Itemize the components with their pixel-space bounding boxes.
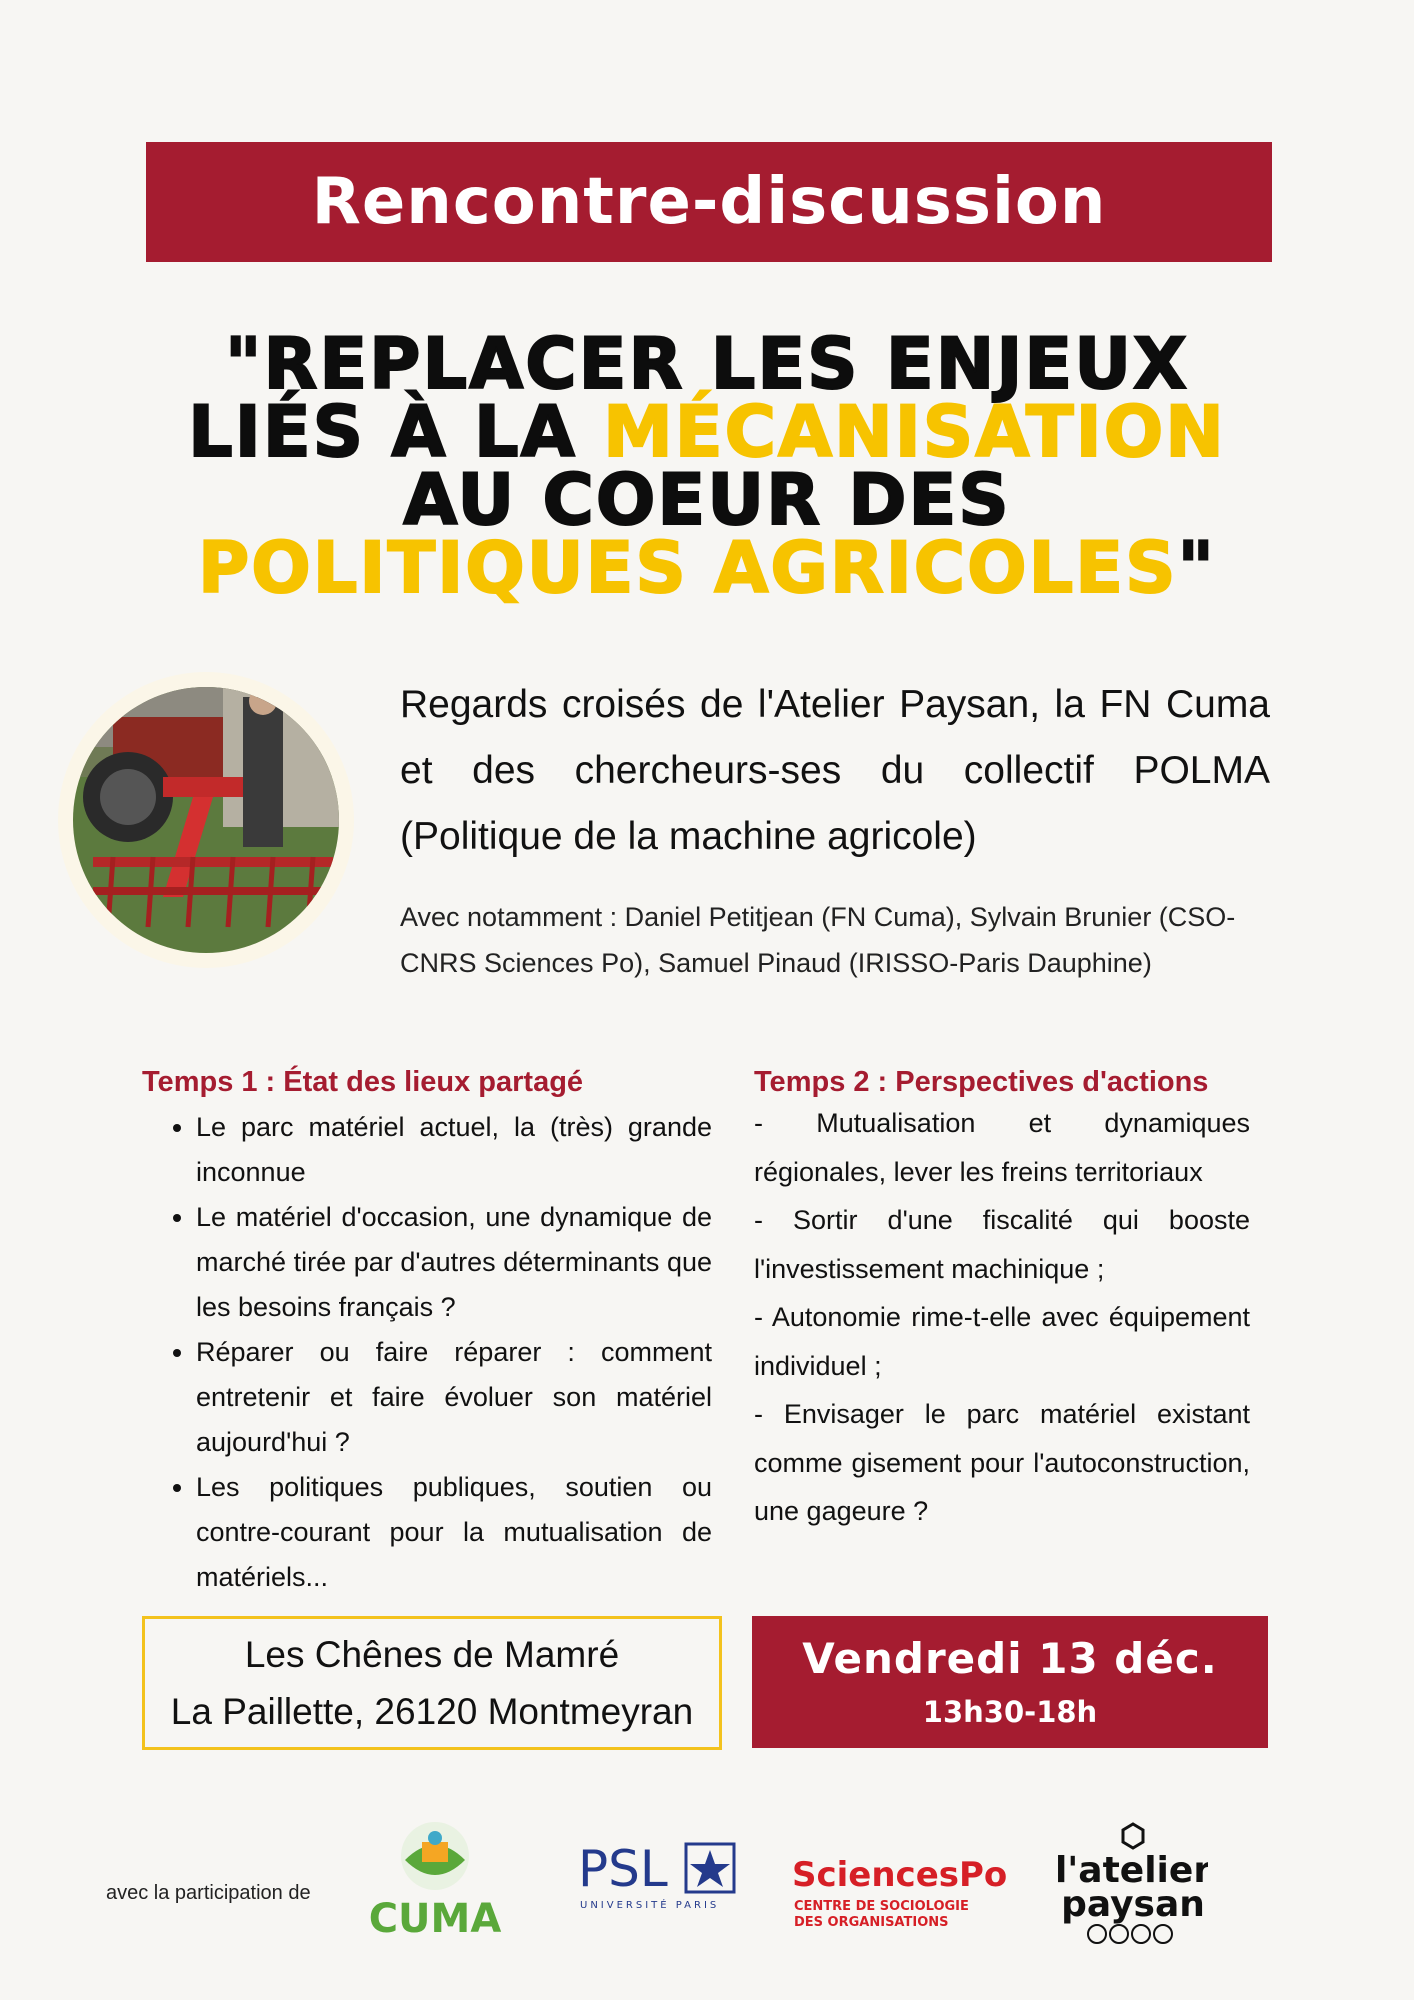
event-hours: 13h30-18h [922, 1695, 1098, 1729]
date-box [752, 1616, 1268, 1748]
sciences-po-logo-text: SciencesPo [792, 1855, 1008, 1895]
intro-text: Regards croisés de l'Atelier Paysan, la FN Cuma et des chercheurs-ses du collectif POLMA (Politique de la machine agricole) [400, 683, 1270, 858]
event-type-banner [146, 142, 1272, 262]
psl-logo [578, 1838, 738, 1914]
tractor-photo-image [73, 687, 339, 953]
headline [100, 323, 1314, 609]
temps-1-title: Temps 1 : État des lieux partagé [142, 1066, 584, 1098]
temps-2-section [754, 1066, 1250, 1536]
cuma-logo [360, 1820, 510, 1940]
list-item: • Réparer ou faire réparer : comment entretenir et faire évoluer son matériel aujourd'hui ? [196, 1330, 712, 1465]
sciences-po-subtitle-2: DES ORGANISATIONS [794, 1915, 949, 1930]
atelier-logo-line-1: l'atelier [1058, 1850, 1208, 1891]
list-item: • Le parc matériel actuel, la (très) grande inconnue [196, 1105, 712, 1195]
list-item: - Envisager le parc matériel existant comme gisement pour l'autoconstruction, une gageure ? [754, 1399, 1250, 1526]
headline-line-4 [100, 527, 1314, 609]
list-item: - Sortir d'une fiscalité qui booste l'investissement machinique ; [754, 1205, 1250, 1284]
headline-closing-quote: " [1177, 527, 1216, 609]
tractor-photo [58, 672, 354, 968]
headline-line-1: "REPLACER LES ENJEUX [224, 323, 1189, 405]
headline-line-3: AU COEUR DES [403, 459, 1011, 541]
atelier-paysan-logo [1058, 1822, 1208, 1946]
list-item: - Autonomie rime-t-elle avec équipement individuel ; [754, 1302, 1250, 1381]
psl-logo-text: PSL [578, 1840, 668, 1898]
temps-1-list [142, 1105, 712, 1600]
temps-1-section [142, 1066, 712, 1600]
venue-box [142, 1616, 722, 1750]
headline-line-2-black: LIÉS À LA [188, 391, 604, 473]
cuma-logo-text: CUMA [368, 1896, 502, 1940]
speakers-paragraph: Avec notamment : Daniel Petitjean (FN Cuma), Sylvain Brunier (CSO-CNRS Sciences Po), Samuel Pinaud (IRISSO-Paris Dauphine) [400, 902, 1236, 978]
list-item: • Le matériel d'occasion, une dynamique de marché tirée par d'autres déterminants que les besoins français ? [196, 1195, 712, 1330]
event-date: Vendredi 13 déc. [802, 1634, 1218, 1683]
temps-2-title: Temps 2 : Perspectives d'actions [754, 1066, 1209, 1098]
headline-highlight-politiques: POLITIQUES AGRICOLES [198, 527, 1178, 609]
headline-highlight-mecanisation: MÉCANISATION [603, 391, 1226, 473]
sciences-po-subtitle-1: CENTRE DE SOCIOLOGIE [794, 1899, 969, 1914]
partners-label: avec la participation de [106, 1882, 311, 1904]
list-item: - Mutualisation et dynamiques régionales, lever les freins territoriaux [754, 1108, 1250, 1187]
venue-address: La Paillette, 26120 Montmeyran [170, 1691, 694, 1732]
list-item: • Les politiques publiques, soutien ou contre-courant pour la mutualisation de matériels... [196, 1465, 712, 1600]
intro-paragraph [400, 672, 1270, 870]
banner-label: Rencontre-discussion [311, 165, 1107, 239]
venue-name: Les Chênes de Mamré [244, 1634, 620, 1675]
headline-line-2 [100, 391, 1314, 473]
sciences-po-logo [792, 1848, 1012, 1932]
atelier-logo-line-2: paysan [1061, 1884, 1205, 1925]
psl-logo-subtitle: UNIVERSITÉ PARIS [580, 1900, 720, 1911]
